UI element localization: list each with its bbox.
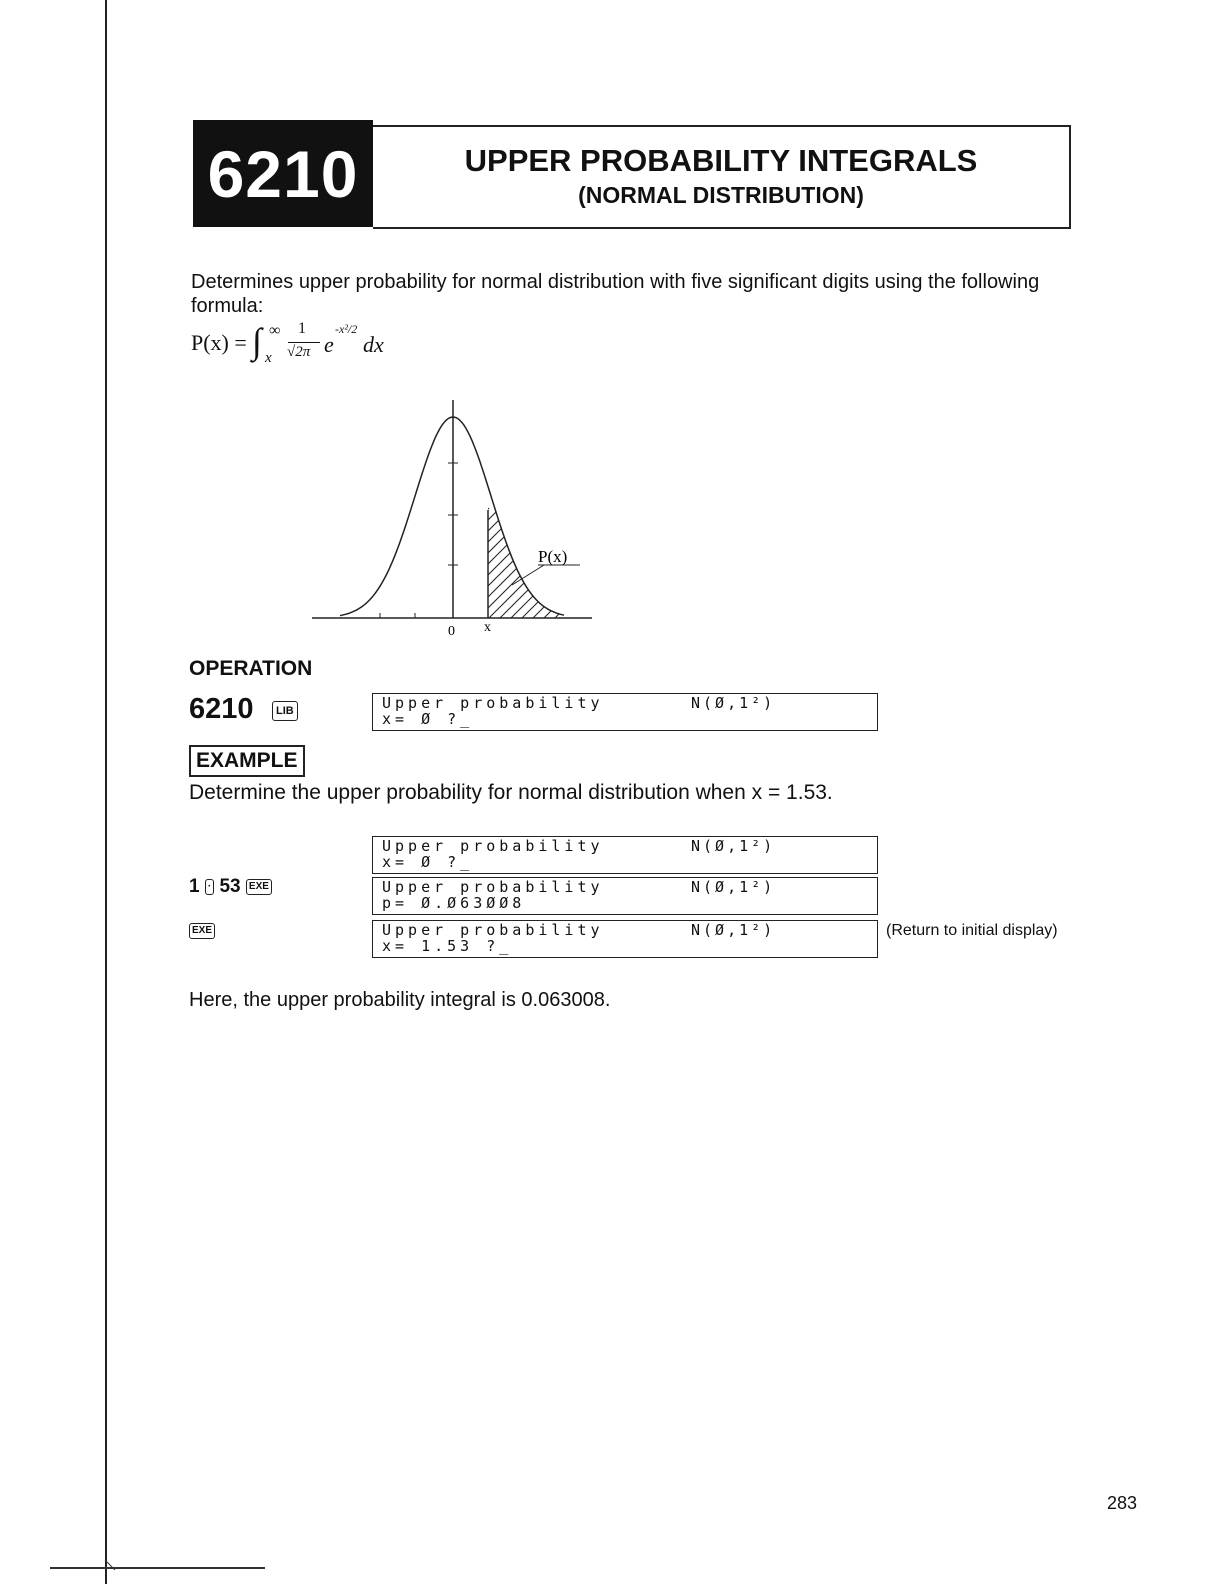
lcd-line2: x= 1.53 ?_ <box>382 937 513 955</box>
example-text: Determine the upper probability for normal distribution when x = 1.53. <box>189 781 833 804</box>
conclusion-text: Here, the upper probability integral is 0.063008. <box>189 989 611 1011</box>
lcd-line1: Upper probability <box>382 837 604 855</box>
fraction-bar <box>288 342 320 343</box>
hatch-line <box>368 508 478 618</box>
exponent: -x²/2 <box>335 322 358 336</box>
lcd-line1: Upper probability <box>382 878 604 896</box>
operation-heading: OPERATION <box>189 657 313 680</box>
lcd-line1: Upper probability <box>382 921 604 939</box>
exponential-base: e <box>324 332 334 357</box>
lcd-line1-right: N(Ø,1²) <box>691 878 776 896</box>
lcd-display-step-1 <box>372 836 878 874</box>
lcd-line1-right: N(Ø,1²) <box>691 921 776 939</box>
normal-distribution-figure <box>300 395 600 640</box>
hatch-line <box>599 508 600 618</box>
lcd-line1-right: N(Ø,1²) <box>691 694 776 712</box>
lcd-line1: Upper probability <box>382 694 604 712</box>
key-digit-1: 1 <box>189 876 200 897</box>
fraction-denominator: √2π <box>287 344 311 360</box>
exe-key: EXE <box>246 879 272 895</box>
step-3-keys <box>189 920 215 942</box>
fraction-numerator: 1 <box>298 320 306 337</box>
formula <box>191 322 451 366</box>
page-subtitle: (NORMAL DISTRIBUTION) <box>578 182 864 208</box>
binding-line <box>105 0 107 1584</box>
area-label: P(x) <box>538 547 568 566</box>
origin-label: 0 <box>448 624 455 639</box>
normal-curve <box>340 417 564 615</box>
integral-upper-limit: ∞ <box>269 322 281 339</box>
hatch-line <box>566 508 600 618</box>
lcd-display-operation <box>372 693 878 731</box>
lcd-line2: p= Ø.Ø63ØØ8 <box>382 894 526 912</box>
intro-text: Determines upper probability for normal distribution with five significant digits using the following formula: <box>191 271 1040 317</box>
step-2-keys <box>189 876 272 898</box>
differential: dx <box>363 332 384 357</box>
header-title-box <box>373 125 1071 229</box>
lib-key: LIB <box>272 701 298 721</box>
lcd-line1-right: N(Ø,1²) <box>691 837 776 855</box>
program-number: 6210 <box>193 120 373 227</box>
page-title: UPPER PROBABILITY INTEGRALS <box>464 143 978 178</box>
lcd-line2: x= Ø ?_ <box>382 853 474 871</box>
lcd-display-step-3 <box>372 920 878 958</box>
hatch-line <box>379 508 489 618</box>
formula-lhs: P(x) = <box>191 330 247 355</box>
key-digits-53: 53 <box>219 876 241 897</box>
exe-key: EXE <box>189 923 215 939</box>
example-label: EXAMPLE <box>189 745 305 777</box>
lcd-line2: x= Ø ?_ <box>382 710 474 728</box>
hatch-line <box>577 508 600 618</box>
hatch-line <box>588 508 600 618</box>
x-label: x <box>484 620 491 635</box>
integral-lower-limit: x <box>265 350 272 366</box>
decimal-point-key: · <box>205 879 214 895</box>
binding-foot-mark <box>50 1560 270 1570</box>
return-note: (Return to initial display) <box>886 922 1058 939</box>
page-number: 283 <box>1107 1493 1138 1513</box>
integral-sign: ∫ <box>252 321 262 361</box>
lcd-display-step-2 <box>372 877 878 915</box>
operation-key-number: 6210 <box>189 693 254 725</box>
